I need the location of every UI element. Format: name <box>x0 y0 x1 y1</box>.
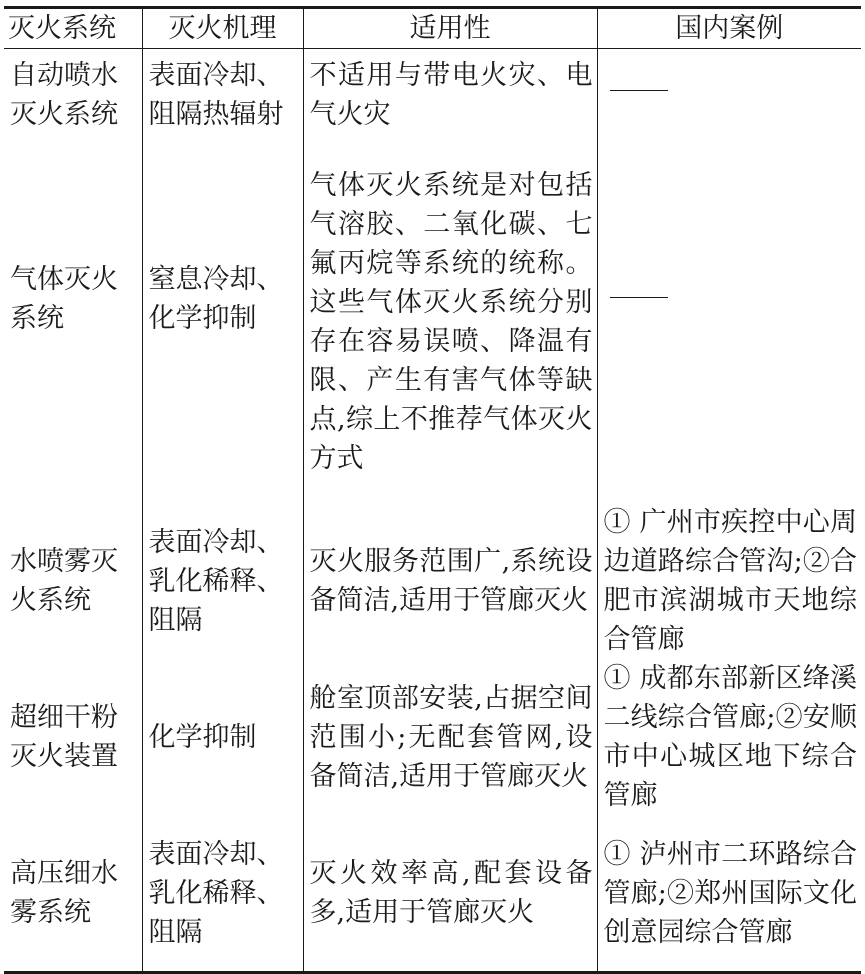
empty-case-dash <box>610 90 668 91</box>
table-row <box>4 141 861 503</box>
cell-applicability: 灭火服务范围广,系统设备简洁,适用于管廊灭火 <box>303 503 597 659</box>
cell-system: 超细干粉灭火装置 <box>10 702 118 772</box>
cell-cases <box>597 141 861 503</box>
header-cases: 国内案例 <box>597 8 861 49</box>
table-row <box>4 659 861 815</box>
cell-cases: ① 广州市疾控中心周边道路综合管沟;②合肥市滨湖城市天地综合管廊 <box>597 503 861 659</box>
cell-mechanism: 窒息冷却、化学抑制 <box>142 141 303 503</box>
cell-system: 水喷雾灭火系统 <box>10 546 118 616</box>
cell-cases <box>597 49 861 142</box>
cell-applicability: 气体灭火系统是对包括气溶胶、二氧化碳、七氟丙烷等系统的统称。这些气体灭火系统分别存在容易误喷、降温有限、产生有害气体等缺点,综上不推荐气体灭火方式 <box>303 141 597 503</box>
header-mechanism: 灭火机理 <box>142 8 303 49</box>
header-system: 灭火系统 <box>4 8 142 49</box>
cell-cases: ① 泸州市二环路综合管廊;②郑州国际文化创意园综合管廊 <box>597 815 861 973</box>
cell-mechanism: 表面冷却、乳化稀释、阻隔 <box>142 503 303 659</box>
table-header-row <box>4 8 861 49</box>
cell-applicability: 舱室顶部安装,占据空间范围小;无配套管网,设备简洁,适用于管廊灭火 <box>303 659 597 815</box>
cell-applicability: 灭火效率高,配套设备多,适用于管廊灭火 <box>303 815 597 973</box>
empty-case-dash <box>610 297 668 298</box>
cell-mechanism: 化学抑制 <box>142 659 303 815</box>
cell-cases: ① 成都东部新区绛溪二线综合管廊;②安顺市中心城区地下综合管廊 <box>597 659 861 815</box>
table-row <box>4 815 861 973</box>
cell-applicability: 不适用与带电火灾、电气火灾 <box>303 49 597 142</box>
cell-system: 高压细水雾系统 <box>10 858 118 928</box>
cell-system: 自动喷水灭火系统 <box>10 60 118 130</box>
table-row <box>4 49 861 142</box>
table-row <box>4 503 861 659</box>
cell-mechanism: 表面冷却、阻隔热辐射 <box>142 49 303 142</box>
cell-system: 气体灭火系统 <box>10 264 118 334</box>
fire-suppression-table <box>4 6 861 974</box>
cell-mechanism: 表面冷却、乳化稀释、阻隔 <box>142 815 303 973</box>
header-applicability: 适用性 <box>303 8 597 49</box>
